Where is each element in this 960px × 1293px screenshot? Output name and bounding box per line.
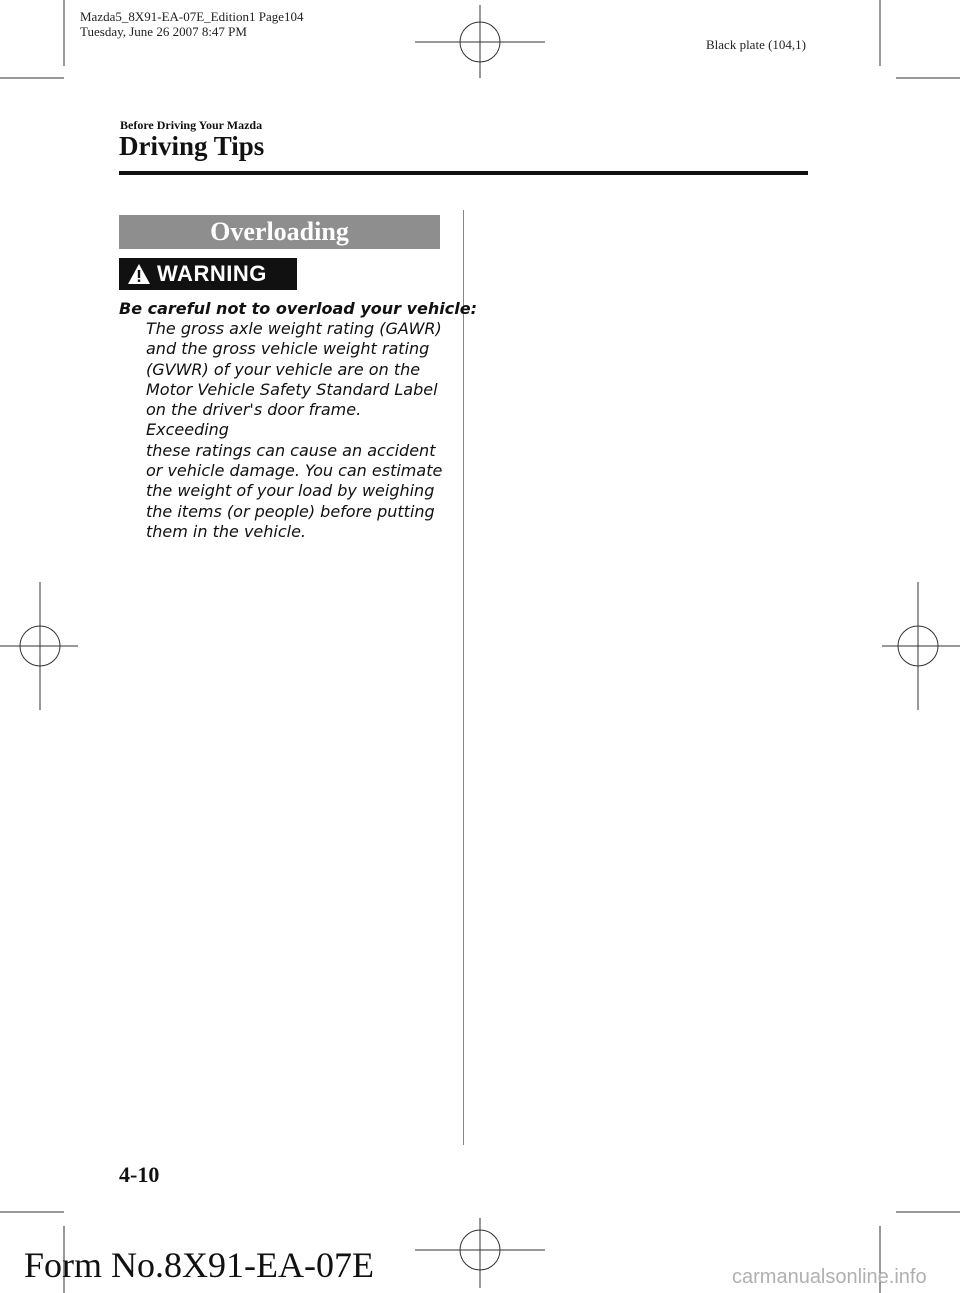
warning-line: them in the vehicle. (146, 521, 307, 541)
chapter-title: Driving Tips (119, 131, 265, 161)
section-kicker: Before Driving Your Mazda (120, 118, 263, 132)
warning-line: Motor Vehicle Safety Standard Label (146, 379, 438, 399)
page-number: 4-10 (119, 1162, 160, 1187)
print-meta-line2: Tuesday, June 26 2007 8:47 PM (80, 24, 247, 39)
watermark: carmanualsonline.info (732, 1266, 927, 1288)
warning-line: The gross axle weight rating (GAWR) (146, 319, 442, 338)
warning-body (146, 319, 446, 542)
warning-badge (119, 258, 297, 290)
warning-line: these ratings can cause an accident (146, 440, 436, 460)
column-divider (463, 210, 464, 1145)
warning-lead: Be careful not to overload your vehicle: (119, 299, 477, 318)
header-rule (119, 171, 808, 175)
form-number: Form No.8X91-EA-07E (24, 1245, 374, 1285)
warning-label: WARNING (157, 261, 267, 286)
warning-line: on the driver's door frame. Exceeding (146, 400, 362, 440)
warning-triangle-icon (127, 263, 151, 285)
plate-label: Black plate (104,1) (706, 37, 806, 52)
warning-line: the items (or people) before putting (146, 501, 435, 521)
print-meta-line1: Mazda5_8X91-EA-07E_Edition1 Page104 (80, 9, 304, 24)
warning-line: and the gross vehicle weight rating (146, 339, 430, 359)
warning-line: or vehicle damage. You can estimate (146, 461, 443, 481)
section-heading: Overloading (119, 215, 440, 249)
warning-line: (GVWR) of your vehicle are on the (146, 359, 421, 379)
warning-line: the weight of your load by weighing (146, 481, 435, 501)
